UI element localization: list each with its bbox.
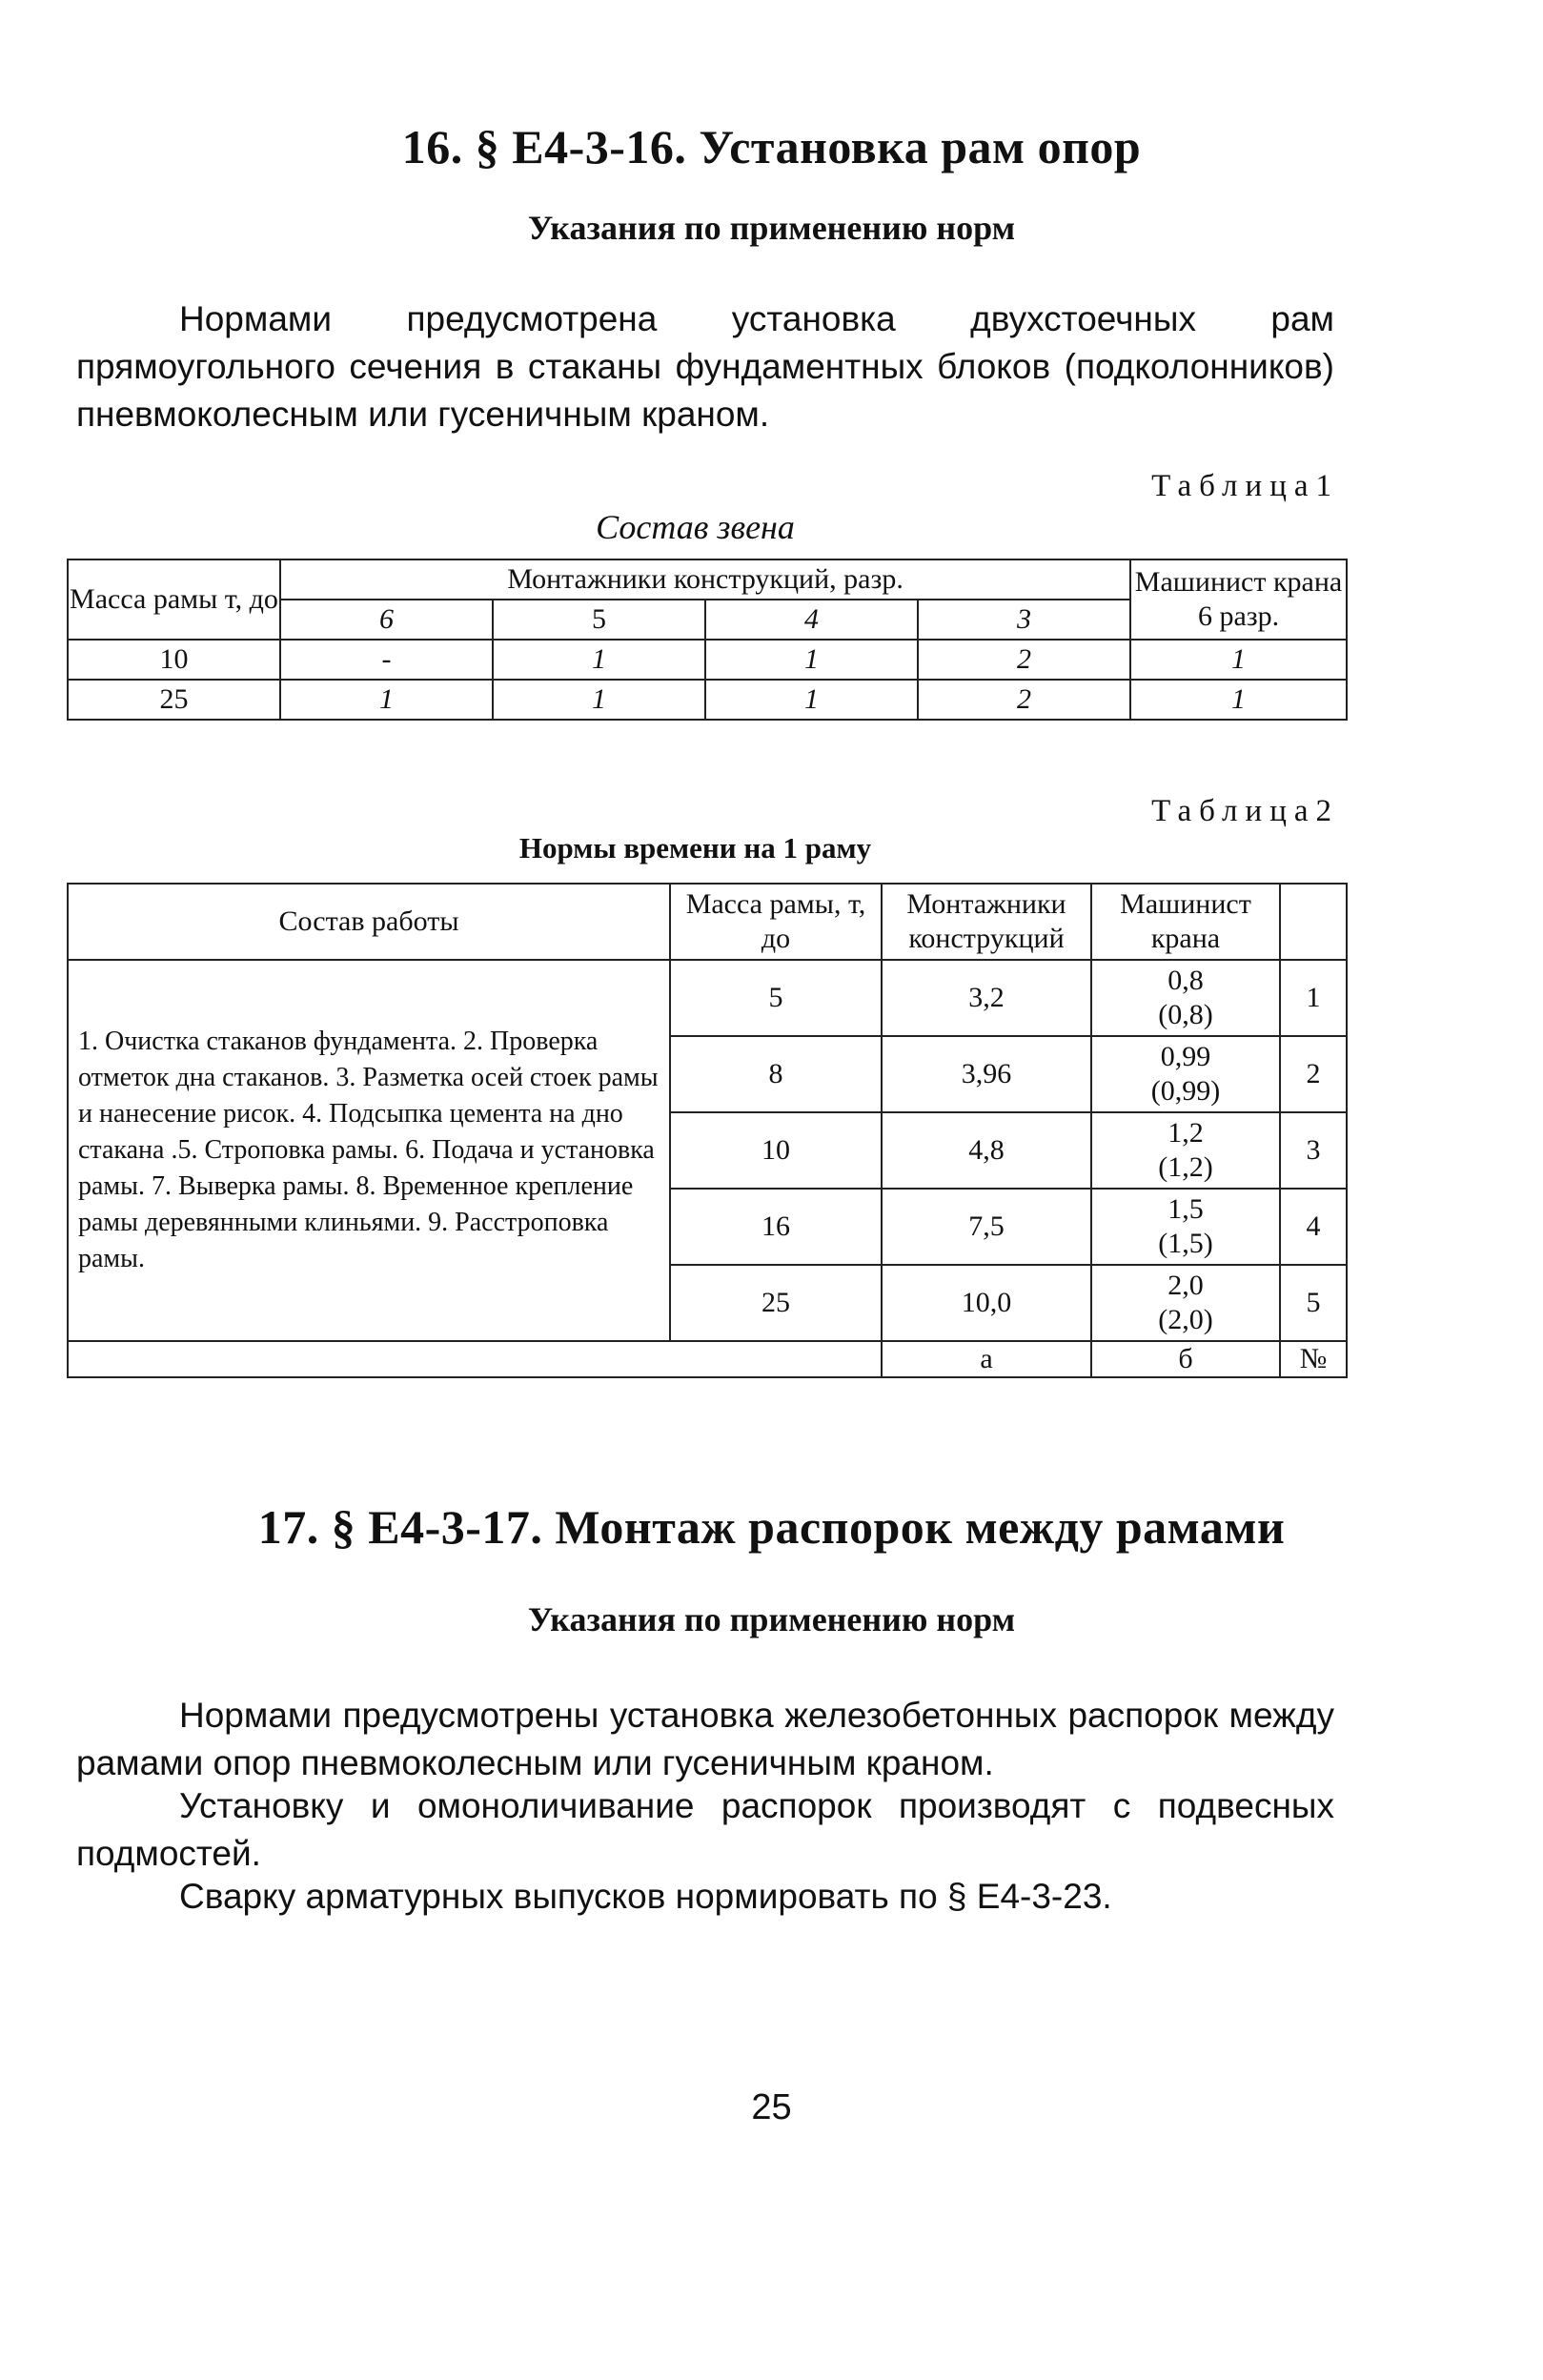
- table-footer-row: [68, 1341, 1347, 1377]
- header-installers: Монтажники конструкций, разр.: [280, 559, 1130, 600]
- table-row: 1. Очистка стаканов фундамента. 2. Проверка отметок дна стаканов. 3. Разметка осей стоек рамы и нанесение рисок. 4. Подсыпка цемента на дно стакана .5. Строповка рамы. 6. Подача и установка рамы. 7. Выверка рамы. 8. Временное крепление рамы деревянными клиньями. 9. Расстроповка рамы. 5 3,2 0,8 (0,8) 1: [68, 960, 1347, 1036]
- table-row: 25 1 1 1 2 1: [68, 680, 1347, 720]
- table-row: 8 3,96 0,99 (0,99) 2: [68, 1036, 1347, 1112]
- footer-col-num: №: [1280, 1341, 1347, 1377]
- header-mass: Масса рамы т, до: [68, 559, 280, 640]
- section-16-subtitle: Указания по применению норм: [527, 209, 1016, 247]
- table-row: 25 10,0 2,0 (2,0) 5: [68, 1265, 1347, 1341]
- time-norms-table: [67, 883, 1348, 1378]
- header-installers: Монтажники конструкций: [882, 884, 1091, 960]
- crew-composition-table: [67, 559, 1348, 721]
- grade-6: 6: [280, 600, 493, 640]
- section-17-title: 17. § Е4-3-17. Монтаж распорок между рамами: [257, 1500, 1286, 1554]
- section-17-paragraph-3: Сварку арматурных выпусков нормировать по § Е4-3-23.: [179, 1877, 1112, 1916]
- table-1-caption: Состав звена: [596, 508, 795, 546]
- section-17-paragraph-2: Установку и омоноличивание распорок производят с подвесных подмостей.: [76, 1786, 1334, 1873]
- grade-5: 5: [493, 600, 705, 640]
- footer-col-b: б: [1091, 1341, 1280, 1377]
- header-mass: Масса рамы, т, до: [670, 884, 882, 960]
- section-16-paragraph: Нормами предусмотрена установка двухстоечных рам прямоугольного сечения в стаканы фундаментных блоков (подколонников) пневмоколесным или гусеничным краном.: [76, 299, 1334, 434]
- table-row: 10 - 1 1 2 1: [68, 640, 1347, 680]
- header-empty: [1280, 884, 1347, 960]
- grade-4: 4: [705, 600, 918, 640]
- table-row: 10 4,8 1,2 (1,2) 3: [68, 1112, 1347, 1189]
- header-operator: Машинист крана: [1091, 884, 1280, 960]
- table-1-label: Таблица1: [1151, 469, 1339, 503]
- header-operator: Машинист крана 6 разр.: [1130, 559, 1347, 640]
- section-16-title: 16. § Е4-3-16. Установка рам опор: [401, 120, 1142, 173]
- table-row: 16 7,5 1,5 (1,5) 4: [68, 1189, 1347, 1265]
- grade-3: 3: [918, 600, 1130, 640]
- table-2-label: Таблица2: [1151, 794, 1339, 828]
- header-work: Состав работы: [68, 884, 670, 960]
- work-description: 1. Очистка стаканов фундамента. 2. Проверка отметок дна стаканов. 3. Разметка осей стоек рамы и нанесение рисок. 4. Подсыпка цемента на дно стакана .5. Строповка рамы. 6. Подача и установка рамы. 7. Выверка рамы. 8. Временное крепление рамы деревянными клиньями. 9. Расстроповка рамы.: [68, 960, 670, 1341]
- table-2-caption: Нормы времени на 1 раму: [518, 831, 872, 865]
- page-number: 25: [751, 2087, 792, 2127]
- section-17-paragraph-1: Нормами предусмотрены установка железобетонных распорок между рамами опор пневмоколесным или гусеничным краном.: [76, 1696, 1334, 1782]
- section-17-subtitle: Указания по применению норм: [527, 1600, 1016, 1638]
- footer-col-a: а: [882, 1341, 1091, 1377]
